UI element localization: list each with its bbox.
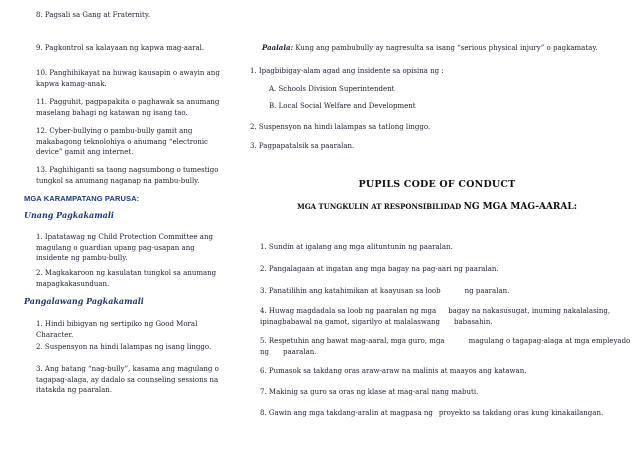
duty-8-part-2: proyekto sa takdang oras kung kinakailangan.: [438, 409, 604, 417]
reminder-label: Paalala:: [262, 43, 294, 52]
duty-5-part-2: magulang o tagapag-alaga at mga empleyado ng: [260, 337, 631, 356]
duty-2: 2. Pangalagaan at ingatan ang mga bagay na pag-aari ng paaralan.: [260, 265, 499, 273]
reminder-text: Kung ang pambubully ay nagresulta sa isang “serious physical injury” o pagkamatay.: [293, 44, 598, 52]
code-subtitle-small: MGA TUNGKULIN AT RESPONSIBILIDAD: [296, 202, 462, 211]
duty-6: 6. Pumasok sa takdang oras araw-araw na malinis at maayos ang katawan.: [260, 367, 527, 375]
code-subtitle-big: NG MGA MAG-AARAL:: [463, 202, 578, 212]
duty-4-part-2: bagay na nakasusugat, inuming nakalalasing, ipinagbabawal na gamot, sigarilyo at malalaswang: [260, 307, 611, 326]
note-step-1b: B. Local Social Welfare and Development: [269, 102, 416, 110]
note-step-1a: A. Schools Division Superintendent: [269, 85, 395, 93]
duty-5: [260, 336, 636, 357]
offense-item-12: 12. Cyber-bullying o pambu-bully gamit ang makabagong teknolohiya o anumang “electronic device” gamit ang internet.: [36, 127, 208, 156]
duty-7: 7. Makinig sa guro sa oras ng klase at mag-aral nang mabuti.: [260, 388, 479, 396]
note-step-1: 1. Ipagbibigay-alam agad ang insidente sa opisina ng :: [250, 67, 444, 75]
second-offense-item-2: 2. Suspensyon na hindi lalampas ng isang linggo.: [36, 343, 212, 351]
duty-8: [260, 408, 636, 419]
offense-item-8: 8. Pagsali sa Gang at Fraternity.: [36, 11, 151, 19]
duty-4-part-1: 4. Huwag magdadala sa loob ng paaralan ng mga: [260, 307, 437, 315]
first-offense-item-2: 2. Magkakaroon ng kasulatan tungkol sa anumang mapagkakasunduan.: [36, 269, 217, 288]
first-offense-title: Unang Pagkakamali: [24, 210, 114, 220]
note-step-2: 2. Suspensyon na hindi lalampas sa tatlong linggo.: [250, 123, 431, 131]
offense-item-9: 9. Pagkontrol sa kalayaan ng kapwa mag-aaral.: [36, 44, 205, 52]
reminder-note: [262, 43, 634, 54]
second-offense-item-3: 3. Ang batang “nag-bully”, kasama ang magulang o tagapag-alaga, ay dadalo sa counseling sessions na itatakda ng paaralan.: [36, 365, 219, 394]
duty-1: 1. Sundin at igalang ang mga alituntunin ng paaralan.: [260, 243, 453, 251]
duty-4-part-3: babasahin.: [454, 317, 493, 326]
note-step-3: 3. Pagpapatalsik sa paaralan.: [250, 142, 355, 150]
first-offense-item-1: 1. Ipatatawag ng Child Protection Committee ang magulang o guardian upang pag-usapan ang insidente ng pambu-bully.: [36, 233, 213, 262]
duty-3-part-2: ng paaralan.: [464, 287, 510, 295]
offense-item-13: 13. Paghihiganti sa taong nagsumbong o tumestigo tungkol sa anumang naganap na pambu-bully.: [36, 166, 219, 185]
duty-3: [260, 286, 630, 297]
duty-3-part-1: 3. Panatilihin ang katahimikan at kaayusan sa loob: [260, 287, 441, 295]
duty-5-part-1: 5. Respetuhin ang bawat mag-aaral, mga guro, mga: [260, 337, 445, 345]
code-of-conduct-subtitle: [236, 202, 638, 213]
code-of-conduct-title: PUPILS CODE OF CONDUCT: [358, 179, 516, 190]
second-offense-item-1: 1. Hindi bibigyan ng sertipiko ng Good Moral Character.: [36, 320, 198, 339]
duty-8-part-1: 8. Gawin ang mga takdang-aralin at magpasa ng: [260, 409, 433, 417]
offense-item-10: 10. Panghihikayat na huwag kausapin o awayin ang kapwa kamag-anak.: [36, 69, 220, 88]
duty-4: [260, 306, 636, 327]
duty-5-part-3: paaralan.: [283, 347, 317, 356]
second-offense-title: Pangalawang Pagkakamali: [24, 296, 144, 306]
offense-item-11: 11. Pagguhit, pagpapakita o paghawak sa anumang maselang bahagi ng katawan ng isang tao.: [36, 98, 220, 117]
penalties-heading: MGA KARAMPATANG PARUSA:: [24, 194, 140, 203]
